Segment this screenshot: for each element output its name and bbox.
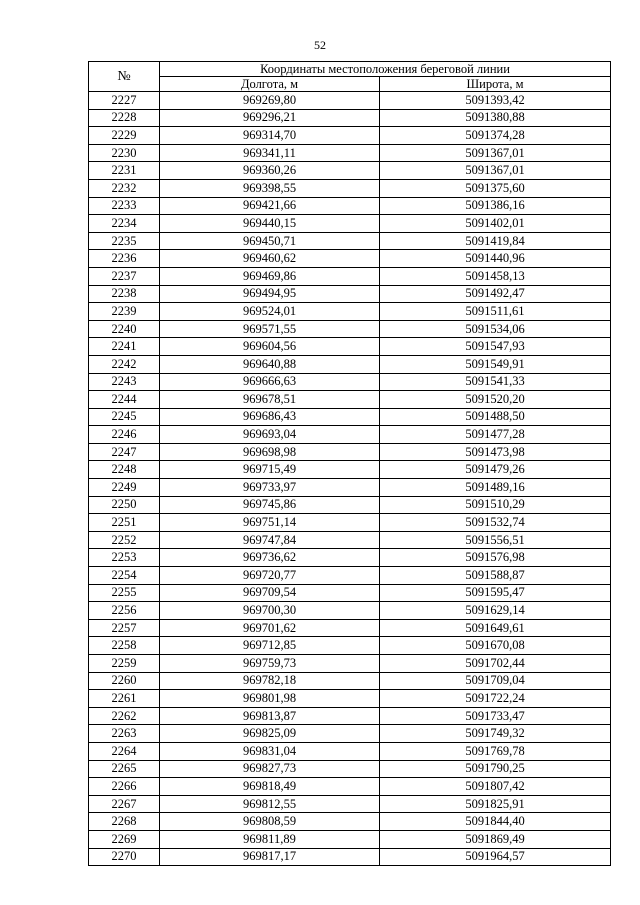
latitude-cell: 5091367,01 bbox=[380, 162, 611, 180]
latitude-cell: 5091419,84 bbox=[380, 232, 611, 250]
longitude-cell: 969825,09 bbox=[160, 725, 380, 743]
table-header bbox=[89, 62, 611, 92]
longitude-cell: 969811,89 bbox=[160, 830, 380, 848]
latitude-cell: 5091807,42 bbox=[380, 778, 611, 796]
latitude-cell: 5091479,26 bbox=[380, 461, 611, 479]
latitude-cell: 5091532,74 bbox=[380, 514, 611, 532]
longitude-cell: 969700,30 bbox=[160, 602, 380, 620]
longitude-cell: 969759,73 bbox=[160, 655, 380, 673]
latitude-cell: 5091380,88 bbox=[380, 109, 611, 127]
longitude-cell: 969813,87 bbox=[160, 707, 380, 725]
table-row bbox=[89, 742, 611, 760]
row-number-cell: 2269 bbox=[89, 830, 160, 848]
longitude-cell: 969678,51 bbox=[160, 391, 380, 409]
latitude-cell: 5091709,04 bbox=[380, 672, 611, 690]
longitude-cell: 969808,59 bbox=[160, 813, 380, 831]
row-number-cell: 2254 bbox=[89, 567, 160, 585]
latitude-cell: 5091702,44 bbox=[380, 655, 611, 673]
latitude-cell: 5091534,06 bbox=[380, 320, 611, 338]
longitude-cell: 969747,84 bbox=[160, 531, 380, 549]
latitude-cell: 5091489,16 bbox=[380, 479, 611, 497]
latitude-cell: 5091825,91 bbox=[380, 795, 611, 813]
table-body bbox=[89, 92, 611, 866]
latitude-cell: 5091520,20 bbox=[380, 391, 611, 409]
table-row bbox=[89, 443, 611, 461]
latitude-cell: 5091547,93 bbox=[380, 338, 611, 356]
row-number-cell: 2236 bbox=[89, 250, 160, 268]
table-row bbox=[89, 250, 611, 268]
latitude-cell: 5091556,51 bbox=[380, 531, 611, 549]
table-row bbox=[89, 127, 611, 145]
row-number-cell: 2243 bbox=[89, 373, 160, 391]
latitude-cell: 5091458,13 bbox=[380, 267, 611, 285]
latitude-cell: 5091473,98 bbox=[380, 443, 611, 461]
row-number-cell: 2242 bbox=[89, 355, 160, 373]
row-number-cell: 2231 bbox=[89, 162, 160, 180]
table-row bbox=[89, 338, 611, 356]
latitude-cell: 5091733,47 bbox=[380, 707, 611, 725]
longitude-cell: 969269,80 bbox=[160, 92, 380, 110]
longitude-cell: 969360,26 bbox=[160, 162, 380, 180]
table-row bbox=[89, 795, 611, 813]
table-row bbox=[89, 672, 611, 690]
table-row bbox=[89, 778, 611, 796]
table-row bbox=[89, 461, 611, 479]
longitude-cell: 969831,04 bbox=[160, 742, 380, 760]
latitude-cell: 5091393,42 bbox=[380, 92, 611, 110]
table-row bbox=[89, 373, 611, 391]
table-row bbox=[89, 760, 611, 778]
table-row bbox=[89, 549, 611, 567]
table-row bbox=[89, 619, 611, 637]
table-row bbox=[89, 496, 611, 514]
longitude-cell: 969494,95 bbox=[160, 285, 380, 303]
latitude-cell: 5091670,08 bbox=[380, 637, 611, 655]
row-number-cell: 2255 bbox=[89, 584, 160, 602]
table-row bbox=[89, 426, 611, 444]
table-row bbox=[89, 215, 611, 233]
page-number: 52 bbox=[314, 38, 326, 52]
row-number-cell: 2249 bbox=[89, 479, 160, 497]
table-row bbox=[89, 584, 611, 602]
latitude-cell: 5091749,32 bbox=[380, 725, 611, 743]
longitude-cell: 969460,62 bbox=[160, 250, 380, 268]
longitude-cell: 969709,54 bbox=[160, 584, 380, 602]
longitude-cell: 969801,98 bbox=[160, 690, 380, 708]
latitude-cell: 5091386,16 bbox=[380, 197, 611, 215]
row-number-cell: 2260 bbox=[89, 672, 160, 690]
latitude-cell: 5091549,91 bbox=[380, 355, 611, 373]
longitude-cell: 969296,21 bbox=[160, 109, 380, 127]
row-number-cell: 2262 bbox=[89, 707, 160, 725]
latitude-cell: 5091869,49 bbox=[380, 830, 611, 848]
row-number-cell: 2228 bbox=[89, 109, 160, 127]
longitude-cell: 969827,73 bbox=[160, 760, 380, 778]
row-number-cell: 2248 bbox=[89, 461, 160, 479]
row-number-cell: 2244 bbox=[89, 391, 160, 409]
table-row bbox=[89, 531, 611, 549]
table-row bbox=[89, 391, 611, 409]
table-row bbox=[89, 514, 611, 532]
latitude-cell: 5091769,78 bbox=[380, 742, 611, 760]
table-row bbox=[89, 267, 611, 285]
row-number-cell: 2232 bbox=[89, 179, 160, 197]
longitude-cell: 969398,55 bbox=[160, 179, 380, 197]
latitude-cell: 5091649,61 bbox=[380, 619, 611, 637]
row-number-cell: 2263 bbox=[89, 725, 160, 743]
longitude-cell: 969720,77 bbox=[160, 567, 380, 585]
table-row bbox=[89, 303, 611, 321]
row-number-cell: 2230 bbox=[89, 144, 160, 162]
table-row bbox=[89, 830, 611, 848]
latitude-cell: 5091576,98 bbox=[380, 549, 611, 567]
row-number-cell: 2264 bbox=[89, 742, 160, 760]
longitude-cell: 969450,71 bbox=[160, 232, 380, 250]
row-number-cell: 2267 bbox=[89, 795, 160, 813]
table-row bbox=[89, 144, 611, 162]
header-latitude: Широта, м bbox=[380, 77, 611, 92]
latitude-cell: 5091488,50 bbox=[380, 408, 611, 426]
row-number-cell: 2240 bbox=[89, 320, 160, 338]
longitude-cell: 969314,70 bbox=[160, 127, 380, 145]
longitude-cell: 969698,98 bbox=[160, 443, 380, 461]
table-row bbox=[89, 690, 611, 708]
latitude-cell: 5091440,96 bbox=[380, 250, 611, 268]
longitude-cell: 969812,55 bbox=[160, 795, 380, 813]
longitude-cell: 969469,86 bbox=[160, 267, 380, 285]
table-row bbox=[89, 320, 611, 338]
row-number-cell: 2261 bbox=[89, 690, 160, 708]
latitude-cell: 5091492,47 bbox=[380, 285, 611, 303]
table-row bbox=[89, 655, 611, 673]
longitude-cell: 969666,63 bbox=[160, 373, 380, 391]
table-row bbox=[89, 725, 611, 743]
table-row bbox=[89, 707, 611, 725]
row-number-cell: 2253 bbox=[89, 549, 160, 567]
table-row bbox=[89, 285, 611, 303]
row-number-cell: 2266 bbox=[89, 778, 160, 796]
row-number-cell: 2234 bbox=[89, 215, 160, 233]
longitude-cell: 969715,49 bbox=[160, 461, 380, 479]
longitude-cell: 969712,85 bbox=[160, 637, 380, 655]
latitude-cell: 5091375,60 bbox=[380, 179, 611, 197]
latitude-cell: 5091477,28 bbox=[380, 426, 611, 444]
table-row bbox=[89, 179, 611, 197]
row-number-cell: 2238 bbox=[89, 285, 160, 303]
latitude-cell: 5091790,25 bbox=[380, 760, 611, 778]
table-row bbox=[89, 162, 611, 180]
table-row bbox=[89, 109, 611, 127]
row-number-cell: 2250 bbox=[89, 496, 160, 514]
row-number-cell: 2258 bbox=[89, 637, 160, 655]
longitude-cell: 969421,66 bbox=[160, 197, 380, 215]
header-longitude: Долгота, м bbox=[160, 77, 380, 92]
row-number-cell: 2257 bbox=[89, 619, 160, 637]
table-row bbox=[89, 637, 611, 655]
latitude-cell: 5091722,24 bbox=[380, 690, 611, 708]
row-number-cell: 2233 bbox=[89, 197, 160, 215]
row-number-cell: 2246 bbox=[89, 426, 160, 444]
latitude-cell: 5091595,47 bbox=[380, 584, 611, 602]
table-row bbox=[89, 567, 611, 585]
longitude-cell: 969571,55 bbox=[160, 320, 380, 338]
table-row bbox=[89, 355, 611, 373]
row-number-cell: 2259 bbox=[89, 655, 160, 673]
longitude-cell: 969736,62 bbox=[160, 549, 380, 567]
table-row bbox=[89, 408, 611, 426]
row-number-cell: 2252 bbox=[89, 531, 160, 549]
table-row bbox=[89, 813, 611, 831]
row-number-cell: 2235 bbox=[89, 232, 160, 250]
longitude-cell: 969693,04 bbox=[160, 426, 380, 444]
row-number-cell: 2247 bbox=[89, 443, 160, 461]
row-number-cell: 2227 bbox=[89, 92, 160, 110]
longitude-cell: 969782,18 bbox=[160, 672, 380, 690]
longitude-cell: 969817,17 bbox=[160, 848, 380, 866]
latitude-cell: 5091510,29 bbox=[380, 496, 611, 514]
table-row bbox=[89, 197, 611, 215]
latitude-cell: 5091402,01 bbox=[380, 215, 611, 233]
latitude-cell: 5091629,14 bbox=[380, 602, 611, 620]
header-number: № bbox=[89, 62, 160, 92]
longitude-cell: 969686,43 bbox=[160, 408, 380, 426]
longitude-cell: 969640,88 bbox=[160, 355, 380, 373]
longitude-cell: 969604,56 bbox=[160, 338, 380, 356]
longitude-cell: 969733,97 bbox=[160, 479, 380, 497]
longitude-cell: 969751,14 bbox=[160, 514, 380, 532]
latitude-cell: 5091844,40 bbox=[380, 813, 611, 831]
row-number-cell: 2237 bbox=[89, 267, 160, 285]
row-number-cell: 2256 bbox=[89, 602, 160, 620]
latitude-cell: 5091367,01 bbox=[380, 144, 611, 162]
table-row bbox=[89, 602, 611, 620]
row-number-cell: 2265 bbox=[89, 760, 160, 778]
latitude-cell: 5091511,61 bbox=[380, 303, 611, 321]
longitude-cell: 969440,15 bbox=[160, 215, 380, 233]
table-row bbox=[89, 479, 611, 497]
longitude-cell: 969524,01 bbox=[160, 303, 380, 321]
latitude-cell: 5091588,87 bbox=[380, 567, 611, 585]
latitude-cell: 5091374,28 bbox=[380, 127, 611, 145]
table-row bbox=[89, 92, 611, 110]
header-coordinates-group: Координаты местоположения береговой линии bbox=[160, 62, 611, 77]
row-number-cell: 2270 bbox=[89, 848, 160, 866]
row-number-cell: 2239 bbox=[89, 303, 160, 321]
latitude-cell: 5091964,57 bbox=[380, 848, 611, 866]
longitude-cell: 969818,49 bbox=[160, 778, 380, 796]
table-row bbox=[89, 232, 611, 250]
row-number-cell: 2245 bbox=[89, 408, 160, 426]
latitude-cell: 5091541,33 bbox=[380, 373, 611, 391]
row-number-cell: 2229 bbox=[89, 127, 160, 145]
table-row bbox=[89, 848, 611, 866]
longitude-cell: 969341,11 bbox=[160, 144, 380, 162]
row-number-cell: 2268 bbox=[89, 813, 160, 831]
longitude-cell: 969745,86 bbox=[160, 496, 380, 514]
row-number-cell: 2251 bbox=[89, 514, 160, 532]
coordinates-table bbox=[88, 61, 611, 866]
longitude-cell: 969701,62 bbox=[160, 619, 380, 637]
row-number-cell: 2241 bbox=[89, 338, 160, 356]
